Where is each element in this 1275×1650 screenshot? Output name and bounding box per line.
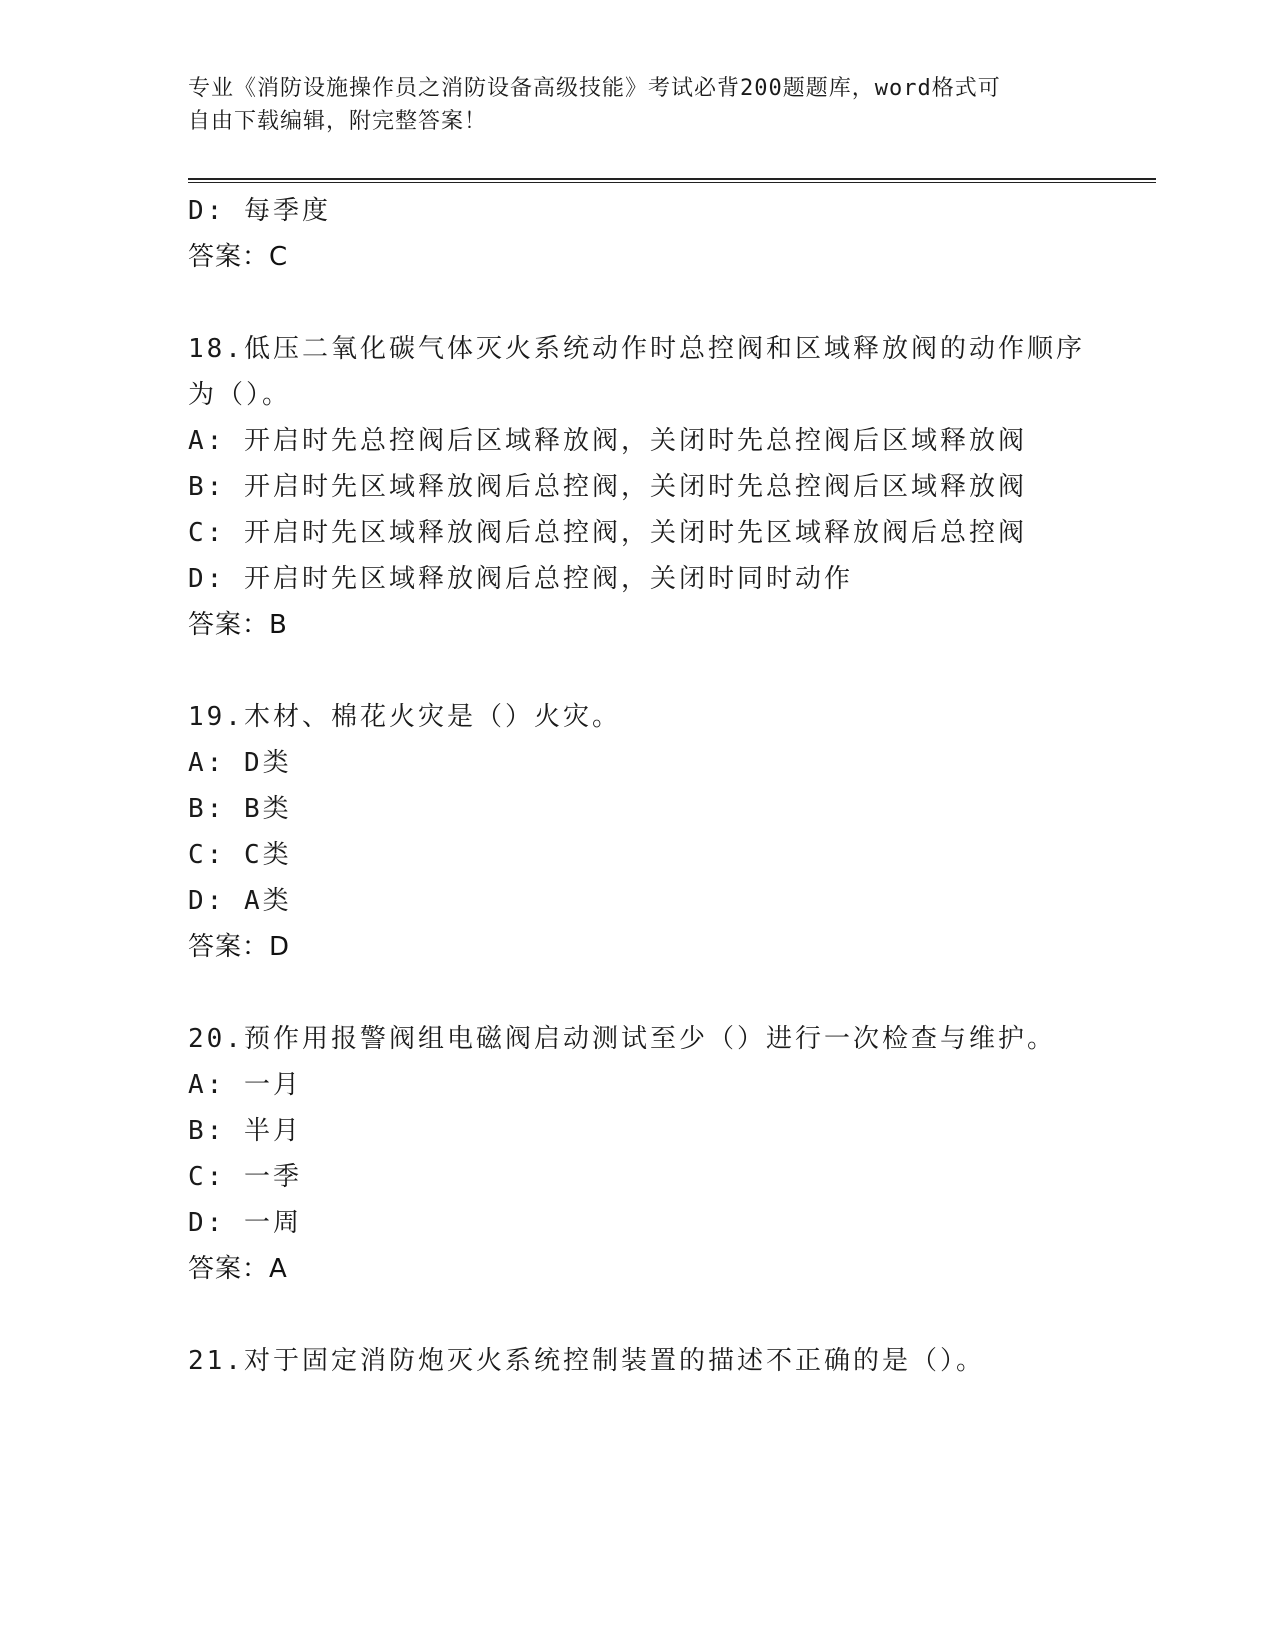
option-d: D: 每季度 [188, 196, 331, 226]
option-c: C: C类 [188, 840, 292, 870]
question-stem: 21.对于固定消防炮灭火系统控制装置的描述不正确的是（）。 [188, 1346, 985, 1376]
answer: 答案：A [188, 1254, 288, 1284]
option-c: C: 一季 [188, 1162, 302, 1192]
question-19 [188, 694, 1148, 970]
question-stem: 20.预作用报警阀组电磁阀启动测试至少（）进行一次检查与维护。 [188, 1024, 1056, 1054]
answer: 答案：D [188, 932, 291, 962]
spacer [188, 280, 1148, 326]
question-18 [188, 326, 1148, 648]
question-21 [188, 1338, 1148, 1384]
option-a: A: 一月 [188, 1070, 302, 1100]
question-stem: 19.木材、棉花火灾是（）火灾。 [188, 702, 621, 732]
header-line-2: 自由下载编辑，附完整答案！ [188, 109, 488, 134]
option-c: C: 开启时先区域释放阀后总控阀，关闭时先区域释放阀后总控阀 [188, 518, 1027, 548]
option-a: A: D类 [188, 748, 292, 778]
option-d: D: 一周 [188, 1208, 302, 1238]
option-b: B: 半月 [188, 1116, 302, 1146]
spacer [188, 648, 1148, 694]
question-list [188, 188, 1148, 1384]
option-d: D: A类 [188, 886, 292, 916]
previous-question-tail [188, 188, 1148, 280]
answer: 答案：B [188, 610, 288, 640]
header-divider [188, 178, 1156, 183]
page-header [188, 72, 1088, 138]
answer: 答案：C [188, 242, 289, 272]
question-stem-continued: 为（）。 [188, 380, 292, 410]
option-a: A: 开启时先总控阀后区域释放阀，关闭时先总控阀后区域释放阀 [188, 426, 1027, 456]
option-b: B: 开启时先区域释放阀后总控阀，关闭时先总控阀后区域释放阀 [188, 472, 1027, 502]
option-b: B: B类 [188, 794, 292, 824]
header-line-1: 专业《消防设施操作员之消防设备高级技能》考试必背200题题库，word格式可 [188, 76, 1001, 101]
spacer [188, 1292, 1148, 1338]
question-20 [188, 1016, 1148, 1292]
spacer [188, 970, 1148, 1016]
question-stem: 18.低压二氧化碳气体灭火系统动作时总控阀和区域释放阀的动作顺序 [188, 334, 1085, 364]
option-d: D: 开启时先区域释放阀后总控阀，关闭时同时动作 [188, 564, 853, 594]
